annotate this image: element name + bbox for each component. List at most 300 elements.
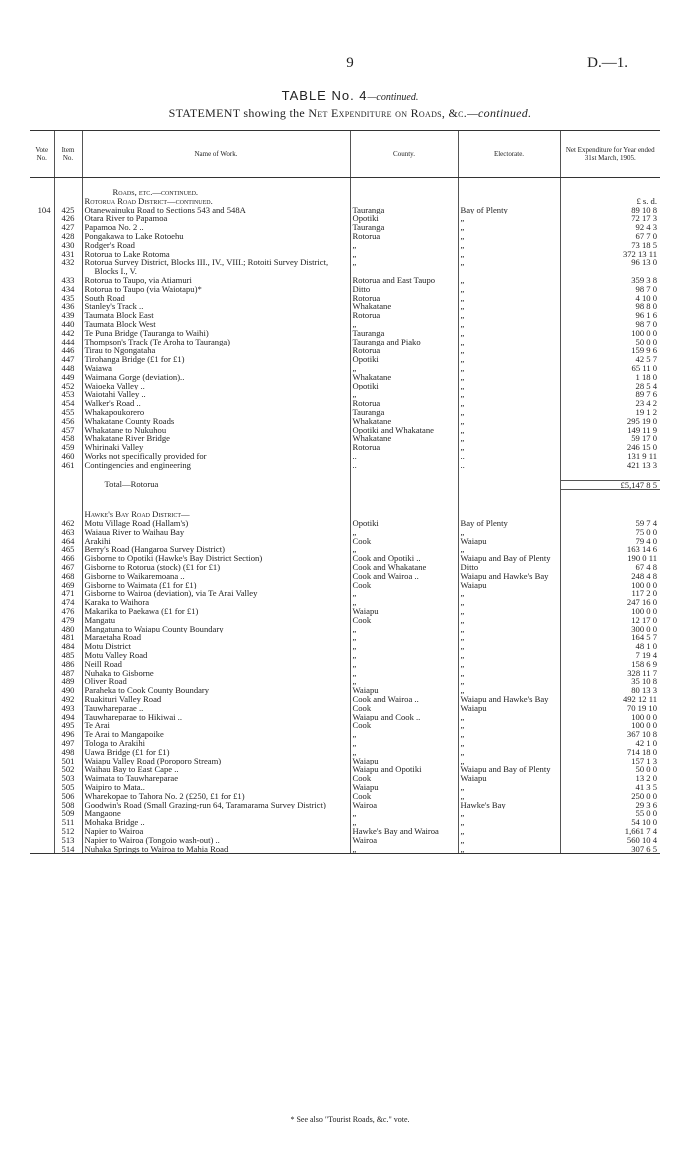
work-name-text: Whirinaki Valley — [84, 443, 144, 452]
work-name — [82, 651, 350, 660]
electorate: „ — [458, 669, 560, 678]
electorate: „ — [458, 783, 560, 792]
work-name — [82, 232, 350, 241]
county: Rotorua — [350, 232, 458, 241]
table-row — [30, 519, 660, 528]
work-name — [82, 223, 350, 232]
county: „ — [350, 818, 458, 827]
work-name-text: Uawa Bridge (£1 for £1) — [84, 747, 170, 757]
electorate: Bay of Plenty — [458, 519, 560, 528]
expenditure-amount: 100 0 0 — [560, 713, 660, 722]
vote-number — [30, 346, 54, 355]
electorate: „ — [458, 607, 560, 616]
electorate: „ — [458, 677, 560, 686]
work-name-text: Te Arai — [84, 721, 110, 731]
vote-number — [30, 223, 54, 232]
work-name-text: Napier to Wairoa (Tongoio wash-out) .. — [84, 835, 220, 845]
county: „ — [350, 845, 458, 854]
table-row — [30, 537, 660, 546]
county: Cook — [350, 537, 458, 546]
expenditure-amount: 98 7 0 — [560, 320, 660, 329]
item-number: 448 — [54, 364, 82, 373]
item-number: 432 — [54, 258, 82, 276]
vote-number — [30, 554, 54, 563]
page-header — [0, 55, 700, 75]
county: Waiapu — [350, 757, 458, 766]
work-name-text: Waimana Gorge (deviation).. — [84, 372, 185, 382]
item-number: 428 — [54, 232, 82, 241]
county: Rotorua and East Taupo — [350, 276, 458, 285]
vote-number — [30, 320, 54, 329]
table-row — [30, 214, 660, 223]
spacer-row — [30, 490, 660, 501]
table-row — [30, 285, 660, 294]
page-number: 9 — [346, 55, 354, 71]
work-name — [82, 294, 350, 303]
vote-number — [30, 783, 54, 792]
work-name — [82, 434, 350, 443]
col-electorate-header: Electorate. — [458, 131, 560, 178]
work-name-text: Makarika to Paekawa (£1 for £1) — [84, 607, 199, 616]
item-number: 460 — [54, 452, 82, 461]
electorate: „ — [458, 651, 560, 660]
work-name-text: Waiawa — [84, 363, 112, 373]
work-name — [82, 572, 350, 581]
electorate: „ — [458, 346, 560, 355]
table-row — [30, 232, 660, 241]
district-heading-hawkes-bay: Hawke's Bay Road District— — [84, 510, 190, 520]
expenditure-amount: 714 18 0 — [560, 748, 660, 757]
vote-number — [30, 537, 54, 546]
table-row — [30, 765, 660, 774]
work-name — [82, 346, 350, 355]
work-name — [82, 642, 350, 651]
vote-number — [30, 241, 54, 250]
work-name-text: Arakihi — [84, 536, 111, 546]
table-row — [30, 311, 660, 320]
expenditure-amount: 65 11 0 — [560, 364, 660, 373]
expenditure-amount: 28 5 4 — [560, 382, 660, 391]
vote-number — [30, 311, 54, 320]
work-name-text: Maraetaha Road — [84, 633, 142, 643]
county: Wairoa — [350, 836, 458, 845]
vote-number — [30, 589, 54, 598]
vote-number — [30, 434, 54, 443]
expenditure-amount: 59 17 0 — [560, 434, 660, 443]
item-number: 486 — [54, 660, 82, 669]
vote-number — [30, 399, 54, 408]
item-number: 479 — [54, 616, 82, 625]
county: Rotorua — [350, 399, 458, 408]
county: „ — [350, 730, 458, 739]
table-row — [30, 721, 660, 730]
county: „ — [350, 677, 458, 686]
table-row — [30, 563, 660, 572]
electorate: „ — [458, 739, 560, 748]
district-heading-cell — [82, 510, 350, 519]
county: „ — [350, 545, 458, 554]
electorate: „ — [458, 232, 560, 241]
county: Cook — [350, 792, 458, 801]
item-number: 456 — [54, 417, 82, 426]
electorate: „ — [458, 443, 560, 452]
work-name-text: Whakatane to Nukuhou — [84, 425, 167, 435]
item-number: 498 — [54, 748, 82, 757]
table-title-cont: —continued. — [367, 92, 419, 103]
work-name-text: Taumata Block East — [84, 311, 154, 320]
district-heading-row — [30, 197, 660, 206]
county: „ — [350, 250, 458, 259]
item-number: 463 — [54, 528, 82, 537]
electorate: „ — [458, 748, 560, 757]
item-number: 434 — [54, 285, 82, 294]
expenditure-amount: 367 10 8 — [560, 730, 660, 739]
work-name-text: Thompson's Track (Te Aroha to Tauranga) — [84, 337, 231, 347]
table-row — [30, 554, 660, 563]
work-name-text: Paraheka to Cook County Boundary — [84, 686, 210, 696]
work-name — [82, 598, 350, 607]
vote-number — [30, 408, 54, 417]
section-heading: Roads, etc.—continued. — [112, 188, 199, 197]
expenditure-amount: 307 6 5 — [560, 845, 660, 854]
electorate: „ — [458, 434, 560, 443]
county: Opotiki — [350, 519, 458, 528]
expenditure-amount: 12 17 0 — [560, 616, 660, 625]
vote-number — [30, 616, 54, 625]
work-name — [82, 214, 350, 223]
item-number: 493 — [54, 704, 82, 713]
table-row — [30, 572, 660, 581]
expenditure-amount: 89 10 8 — [560, 206, 660, 215]
item-number: 511 — [54, 818, 82, 827]
expenditure-amount: 295 19 0 — [560, 417, 660, 426]
item-number: 435 — [54, 294, 82, 303]
item-number: 484 — [54, 642, 82, 651]
county: Cook and Wairoa .. — [350, 695, 458, 704]
item-number: 506 — [54, 792, 82, 801]
electorate: „ — [458, 320, 560, 329]
item-number: 454 — [54, 399, 82, 408]
expenditure-amount: 328 11 7 — [560, 669, 660, 678]
work-name-text: Rotorua to Taupo, via Atiamuri — [84, 275, 192, 285]
table-row — [30, 757, 660, 766]
work-name — [82, 739, 350, 748]
item-number: 444 — [54, 338, 82, 347]
item-number: 440 — [54, 320, 82, 329]
vote-number: 104 — [37, 205, 51, 215]
work-name — [82, 399, 350, 408]
expenditure-amount: 1,661 7 4 — [560, 827, 660, 836]
work-name — [82, 765, 350, 774]
work-name-text: Tauwhareparae to Hikiwai .. — [84, 712, 182, 722]
electorate: „ — [458, 355, 560, 364]
work-name-text: Karaka to Waihora — [84, 598, 150, 608]
item-number: 447 — [54, 355, 82, 364]
electorate: „ — [458, 338, 560, 347]
work-name-text: Gisborne to Waimata (£1 for £1) — [84, 580, 197, 590]
work-name — [82, 563, 350, 572]
col-work-header: Name of Work. — [82, 131, 350, 178]
item-number: 501 — [54, 757, 82, 766]
electorate: Waiapu — [458, 537, 560, 546]
county: „ — [350, 642, 458, 651]
vote-number — [30, 801, 54, 810]
table-title — [0, 88, 700, 103]
currency-header: £ s. d. — [560, 197, 660, 206]
work-name — [82, 633, 350, 642]
expenditure-amount: 159 9 6 — [560, 346, 660, 355]
vote-number — [30, 607, 54, 616]
table-row — [30, 364, 660, 373]
electorate: „ — [458, 642, 560, 651]
county: Rotorua — [350, 311, 458, 320]
expenditure-amount: 13 2 0 — [560, 774, 660, 783]
county: Ditto — [350, 285, 458, 294]
table-row — [30, 730, 660, 739]
vote-number — [30, 329, 54, 338]
work-name-text: Tirohanga Bridge (£1 for £1) — [84, 355, 185, 364]
item-number: 458 — [54, 434, 82, 443]
work-name-text: Gisborne to Waikaremoana .. — [84, 571, 185, 581]
table-row — [30, 382, 660, 391]
work-name — [82, 311, 350, 320]
table-row — [30, 651, 660, 660]
electorate: .. — [458, 452, 560, 461]
vote-number — [30, 214, 54, 223]
expenditure-amount: 89 7 6 — [560, 390, 660, 399]
vote-number — [30, 827, 54, 836]
county: „ — [350, 633, 458, 642]
vote-number — [30, 660, 54, 669]
electorate: „ — [458, 214, 560, 223]
vote-number — [30, 338, 54, 347]
expenditure-amount: 55 0 0 — [560, 809, 660, 818]
county: Waiapu and Opotiki — [350, 765, 458, 774]
vote-number — [30, 426, 54, 435]
vote-number — [30, 677, 54, 686]
county: Cook and Whakatane — [350, 563, 458, 572]
county: Tauranga — [350, 408, 458, 417]
work-name-text: Works not specifically provided for — [84, 451, 207, 461]
expenditure-table-wrapper — [30, 130, 660, 854]
expenditure-amount: 73 18 5 — [560, 241, 660, 250]
expenditure-amount: 96 13 0 — [560, 258, 660, 276]
electorate: „ — [458, 426, 560, 435]
county: Cook and Opotiki .. — [350, 554, 458, 563]
electorate: Waiapu — [458, 581, 560, 590]
expenditure-amount: 359 3 8 — [560, 276, 660, 285]
work-name-text: Gisborne to Wairoa (deviation), via Te Arai Valley — [84, 589, 258, 599]
document-reference: D.—1. — [587, 55, 628, 71]
work-name-text: Papamoa No. 2 .. — [84, 223, 144, 232]
expenditure-amount: 19 1 2 — [560, 408, 660, 417]
col-vote-header: Vote No. — [30, 131, 54, 178]
vote-number — [30, 792, 54, 801]
total-amount: £5,147 8 5 — [560, 480, 660, 490]
work-name — [82, 519, 350, 528]
work-name — [82, 364, 350, 373]
table-row — [30, 258, 660, 276]
work-name — [82, 581, 350, 590]
electorate: „ — [458, 258, 560, 276]
electorate: „ — [458, 686, 560, 695]
vote-number — [30, 563, 54, 572]
electorate: Bay of Plenty — [458, 206, 560, 215]
table-row — [30, 827, 660, 836]
expenditure-amount: 157 1 3 — [560, 757, 660, 766]
vote-number — [30, 452, 54, 461]
vote-number — [30, 757, 54, 766]
item-number: 492 — [54, 695, 82, 704]
county: Opotiki — [350, 214, 458, 223]
electorate: „ — [458, 633, 560, 642]
electorate: „ — [458, 827, 560, 836]
expenditure-amount: 79 4 0 — [560, 537, 660, 546]
statement-subtitle — [0, 106, 700, 121]
work-name — [82, 302, 350, 311]
table-row — [30, 589, 660, 598]
item-number: 502 — [54, 765, 82, 774]
work-name — [82, 452, 350, 461]
vote-number — [30, 373, 54, 382]
table-row — [30, 443, 660, 452]
county: „ — [350, 390, 458, 399]
work-name-text: Stanley's Track .. — [84, 302, 144, 312]
vote-number — [30, 598, 54, 607]
item-number: 487 — [54, 669, 82, 678]
county: „ — [350, 258, 458, 276]
work-name — [82, 443, 350, 452]
county: Rotorua — [350, 346, 458, 355]
county: Tauranga and Piako — [350, 338, 458, 347]
county: Whakatane — [350, 417, 458, 426]
table-row — [30, 452, 660, 461]
electorate: „ — [458, 223, 560, 232]
table-row — [30, 713, 660, 722]
item-number: 425 — [54, 206, 82, 215]
vote-number — [30, 258, 54, 276]
table-row — [30, 373, 660, 382]
table-row — [30, 545, 660, 554]
vote-number — [30, 285, 54, 294]
vote-number — [30, 713, 54, 722]
county: Whakatane — [350, 434, 458, 443]
work-name — [82, 426, 350, 435]
electorate: „ — [458, 616, 560, 625]
work-name — [82, 258, 350, 276]
table-row — [30, 818, 660, 827]
expenditure-amount: 100 0 0 — [560, 607, 660, 616]
vote-number — [30, 721, 54, 730]
item-number: 480 — [54, 625, 82, 634]
item-number: 464 — [54, 537, 82, 546]
vote-number — [30, 250, 54, 259]
electorate: „ — [458, 809, 560, 818]
work-name — [82, 537, 350, 546]
table-row — [30, 241, 660, 250]
electorate: „ — [458, 250, 560, 259]
work-name — [82, 818, 350, 827]
vote-number — [30, 232, 54, 241]
electorate: „ — [458, 294, 560, 303]
table-row — [30, 660, 660, 669]
work-name-text: South Road — [84, 293, 125, 303]
item-number: 430 — [54, 241, 82, 250]
work-name — [82, 320, 350, 329]
vote-number — [30, 836, 54, 845]
electorate: „ — [458, 329, 560, 338]
table-title-main: TABLE No. 4 — [281, 88, 368, 103]
work-name — [82, 704, 350, 713]
table-row — [30, 294, 660, 303]
item-number: 467 — [54, 563, 82, 572]
table-row — [30, 434, 660, 443]
item-number: 426 — [54, 214, 82, 223]
expenditure-amount: 100 0 0 — [560, 329, 660, 338]
county: Waiapu and Cook .. — [350, 713, 458, 722]
work-name — [82, 783, 350, 792]
electorate: „ — [458, 417, 560, 426]
county: Cook and Wairoa .. — [350, 572, 458, 581]
county: „ — [350, 320, 458, 329]
work-name — [82, 408, 350, 417]
item-number: 503 — [54, 774, 82, 783]
electorate: „ — [458, 818, 560, 827]
table-row — [30, 528, 660, 537]
work-name-text: Waipiro to Mata.. — [84, 783, 145, 792]
expenditure-amount: 190 0 11 — [560, 554, 660, 563]
vote-number — [30, 669, 54, 678]
work-name-text: Ruakituri Valley Road — [84, 695, 162, 704]
item-number: 465 — [54, 545, 82, 554]
work-name-text: Rotorua to Taupo (via Waiotapu)* — [84, 284, 202, 294]
table-row — [30, 616, 660, 625]
item-number: 496 — [54, 730, 82, 739]
district-heading-row — [30, 510, 660, 519]
item-number: 512 — [54, 827, 82, 836]
work-name-text: Pongakawa to Lake Rotoehu — [84, 231, 184, 241]
electorate: „ — [458, 730, 560, 739]
item-number: 431 — [54, 250, 82, 259]
expenditure-amount: 149 11 9 — [560, 426, 660, 435]
vote-number — [30, 382, 54, 391]
work-name-text: Waimata to Tauwhareparae — [84, 774, 179, 783]
expenditure-amount: 42 1 0 — [560, 739, 660, 748]
table-row — [30, 426, 660, 435]
work-name — [82, 373, 350, 382]
county: „ — [350, 651, 458, 660]
table-row — [30, 792, 660, 801]
work-name — [82, 730, 350, 739]
electorate: „ — [458, 836, 560, 845]
expenditure-amount: 67 7 0 — [560, 232, 660, 241]
work-name — [82, 285, 350, 294]
county: „ — [350, 364, 458, 373]
work-name-text: Oliver Road — [84, 677, 127, 687]
district-heading-rotorua: Rotorua Road District—continued. — [84, 196, 213, 206]
table-row — [30, 748, 660, 757]
subtitle-suffix: —continued. — [467, 106, 532, 120]
table-row — [30, 223, 660, 232]
work-name-text: Tirau to Ngongataha — [84, 346, 156, 356]
work-name-text: Mangatuna to Waiapu County Boundary — [84, 624, 224, 634]
electorate: Ditto — [458, 563, 560, 572]
item-number: 433 — [54, 276, 82, 285]
table-row — [30, 250, 660, 259]
expenditure-amount: 59 7 4 — [560, 519, 660, 528]
electorate: Waiapu — [458, 774, 560, 783]
subtitle-caps: Net Expenditure on Roads, &c. — [308, 106, 468, 120]
